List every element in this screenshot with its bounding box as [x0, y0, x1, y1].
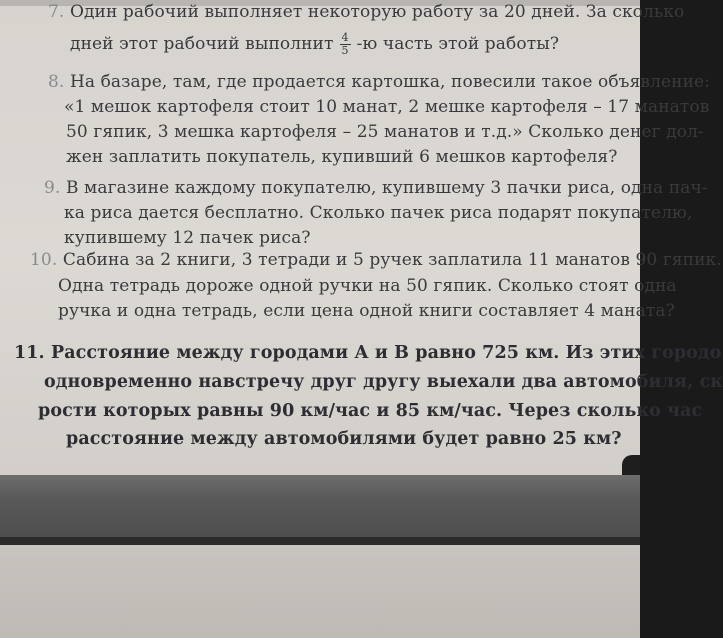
problem-11-line-3 [38, 401, 702, 421]
problem-text: На базаре, там, где продается картошка, повесили такое объявление: [69, 72, 710, 92]
problem-text: В магазине каждому покупателю, купившему 3 пачки риса, одна пач- [65, 178, 708, 198]
problem-7-line-2 [70, 32, 559, 57]
problem-8-line-2 [64, 97, 709, 117]
problem-number: 11. [14, 343, 45, 363]
problem-text: ручка и одна тетрадь, если цена одной книги составляет 4 маната? [58, 301, 675, 321]
problem-8-line-3 [66, 122, 704, 142]
fraction-numerator: 4 [341, 31, 349, 44]
problem-text: Одна тетрадь дороже одной ручки на 50 гяпик. Сколько стоят одна [58, 276, 677, 296]
fraction [340, 32, 351, 57]
problem-number: 7. [48, 2, 65, 22]
problem-11-line-1 [14, 343, 721, 363]
problem-text: Расстояние между городами А и В равно 725 км. Из этих городо [50, 343, 722, 363]
problem-number: 9. [44, 178, 61, 198]
problem-text: купившему 12 пачек риса? [64, 228, 311, 248]
lower-paper-edge [0, 545, 640, 638]
problem-9-line-1 [44, 178, 708, 198]
problem-10-line-1 [30, 250, 722, 270]
problem-text: Один рабочий выполняет некоторую работу за 20 дней. За сколько [69, 2, 685, 22]
problem-8-line-4 [66, 147, 617, 167]
page-bottom-band [0, 475, 640, 537]
problem-text: Сабина за 2 книги, 3 тетради и 5 ручек заплатила 11 манатов 90 гяпик. [62, 250, 722, 270]
band-shadow [0, 537, 640, 545]
problem-text: рости которых равны 90 км/час и 85 км/час. Через сколько час [38, 401, 703, 421]
problem-text: дней этот рабочий выполнит [70, 34, 334, 54]
problem-7-line-1 [48, 2, 684, 22]
problem-number: 8. [48, 72, 65, 92]
problem-9-line-2 [64, 203, 692, 223]
problem-text: ка риса дается бесплатно. Сколько пачек риса подарят покупателю, [64, 203, 693, 223]
problem-text: жен заплатить покупатель, купивший 6 мешков картофеля? [66, 147, 618, 167]
fraction-denominator: 5 [341, 44, 349, 57]
problem-text: расстояние между автомобилями будет равно 25 км? [66, 429, 622, 449]
problem-8-line-1 [48, 72, 710, 92]
problem-9-line-3 [64, 228, 311, 248]
problem-text: одновременно навстречу друг другу выехали два автомобиля, ск [44, 372, 723, 392]
problem-11-line-4 [66, 429, 622, 449]
problem-10-line-3 [58, 301, 675, 321]
problem-number: 10. [30, 250, 58, 270]
problem-text: 50 гяпик, 3 мешка картофеля – 25 манатов и т.д.» Сколько денег дол- [66, 122, 704, 142]
problem-text: «1 мешок картофеля стоит 10 манат, 2 мешке картофеля – 17 манатов [64, 97, 710, 117]
problem-11-line-2 [44, 372, 723, 392]
problem-text: -ю часть этой работы? [356, 34, 560, 54]
problem-10-line-2 [58, 276, 677, 296]
